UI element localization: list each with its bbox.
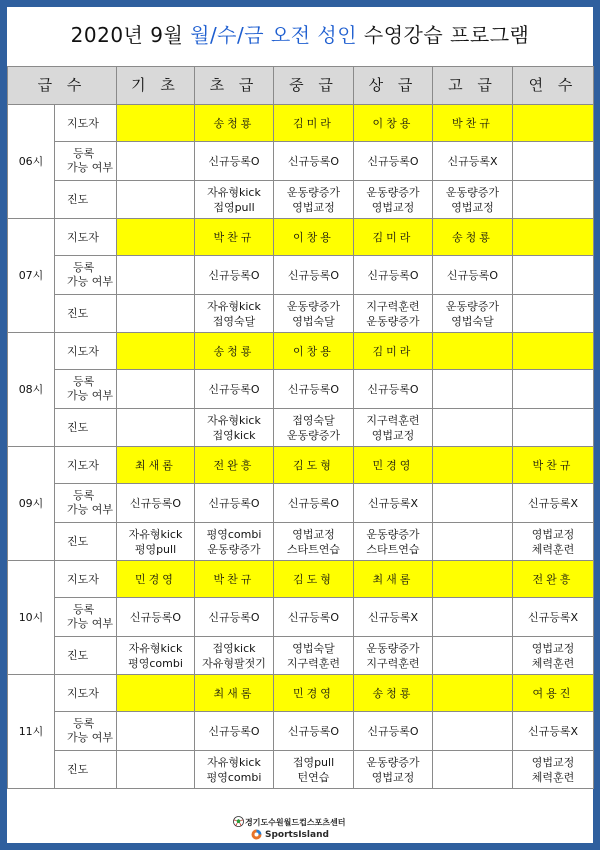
instructor-row xyxy=(8,105,594,142)
instructor-row-label: 지도자 xyxy=(55,561,117,598)
instructor-row xyxy=(8,333,594,370)
header-basic: 기 초 xyxy=(117,67,195,105)
registration-cell: 신규등록X xyxy=(433,142,513,181)
registration-cell: 신규등록X xyxy=(513,598,594,637)
header-intermediate: 중 급 xyxy=(274,67,354,105)
title-prefix: 2020년 9월 xyxy=(70,23,184,47)
instructor-row-label: 지도자 xyxy=(55,447,117,484)
registration-label-line1: 등록 xyxy=(73,603,95,616)
instructor-cell xyxy=(117,219,195,256)
progress-line: 운동량증가 xyxy=(286,428,341,442)
progress-row-label: 진도 xyxy=(55,409,117,447)
instructor-cell: 김미라 xyxy=(354,333,433,370)
progress-line: 자유형kick xyxy=(128,527,183,541)
registration-label-line1: 등록 xyxy=(73,147,95,160)
soccer-ball-icon xyxy=(233,816,244,827)
instructor-cell xyxy=(117,333,195,370)
progress-line: 영법교정 xyxy=(292,200,335,214)
progress-line: 지구력훈련 xyxy=(366,299,420,313)
progress-line: 접영숙달 xyxy=(292,413,335,427)
progress-cell xyxy=(354,409,433,447)
registration-row xyxy=(8,598,594,637)
progress-cell xyxy=(354,637,433,675)
progress-line: 평영pull xyxy=(134,542,177,556)
registration-label-line2: 가능 여부 xyxy=(67,617,114,630)
progress-cell xyxy=(117,409,195,447)
registration-cell xyxy=(117,142,195,181)
registration-label-line2: 가능 여부 xyxy=(67,275,114,288)
progress-cell xyxy=(117,523,195,561)
time-slot-label: 08시 xyxy=(8,333,55,447)
registration-cell: 신규등록O xyxy=(274,256,354,295)
registration-cell xyxy=(513,256,594,295)
schedule-table xyxy=(7,66,594,789)
progress-line: 평영combi xyxy=(206,527,262,541)
progress-line: 지구력훈련 xyxy=(286,656,341,670)
registration-label-line1: 등록 xyxy=(73,261,95,274)
progress-line: 영법교정 xyxy=(531,641,575,655)
progress-cell xyxy=(117,751,195,789)
registration-cell: 신규등록O xyxy=(274,712,354,751)
progress-row-label: 진도 xyxy=(55,181,117,219)
instructor-cell: 최새롬 xyxy=(354,561,433,598)
instructor-cell: 김미라 xyxy=(354,219,433,256)
progress-row xyxy=(8,181,594,219)
time-slot-label: 06시 xyxy=(8,105,55,219)
registration-label-line1: 등록 xyxy=(73,375,95,388)
registration-cell: 신규등록O xyxy=(433,256,513,295)
registration-cell: 신규등록O xyxy=(274,598,354,637)
instructor-cell: 최새롬 xyxy=(117,447,195,484)
instructor-cell: 이창용 xyxy=(354,105,433,142)
progress-line: 평영combi xyxy=(128,656,183,670)
progress-line: 운동량증가 xyxy=(445,299,500,313)
progress-line: 접영pull xyxy=(292,755,335,769)
progress-cell xyxy=(274,751,354,789)
progress-line: 턴연습 xyxy=(297,770,330,784)
registration-label-line1: 등록 xyxy=(73,717,95,730)
progress-line: 접영kick xyxy=(212,428,256,442)
schedule-sheet xyxy=(7,7,593,843)
time-slot-label: 11시 xyxy=(8,675,55,789)
instructor-cell: 박찬규 xyxy=(195,561,274,598)
registration-cell: 신규등록X xyxy=(513,484,594,523)
registration-cell: 신규등록X xyxy=(513,712,594,751)
progress-cell xyxy=(354,295,433,333)
progress-line: 체력훈련 xyxy=(531,542,575,556)
instructor-cell xyxy=(117,105,195,142)
registration-row xyxy=(8,370,594,409)
instructor-row xyxy=(8,675,594,712)
instructor-cell xyxy=(433,675,513,712)
progress-line: 영법숙달 xyxy=(292,314,335,328)
registration-label-line2: 가능 여부 xyxy=(67,503,114,516)
instructor-row xyxy=(8,561,594,598)
progress-cell xyxy=(195,751,274,789)
progress-line: 자유형kick xyxy=(207,299,261,313)
registration-cell xyxy=(117,256,195,295)
progress-line: 영법숙달 xyxy=(292,641,335,655)
progress-cell xyxy=(354,523,433,561)
registration-cell: 신규등록O xyxy=(274,484,354,523)
instructor-cell xyxy=(513,105,594,142)
progress-line: 운동량증가 xyxy=(286,185,341,199)
registration-row-label xyxy=(55,712,117,751)
progress-line: 영법교정 xyxy=(371,770,415,784)
progress-row-label: 진도 xyxy=(55,637,117,675)
registration-cell: 신규등록O xyxy=(195,142,274,181)
progress-cell xyxy=(354,751,433,789)
schedule-body xyxy=(8,105,594,789)
registration-cell: 신규등록X xyxy=(354,598,433,637)
progress-line: 운동량증가 xyxy=(207,542,261,556)
registration-cell xyxy=(433,598,513,637)
instructor-cell: 이창용 xyxy=(274,333,354,370)
progress-row xyxy=(8,637,594,675)
progress-line: 운동량증가 xyxy=(366,185,420,199)
progress-cell xyxy=(195,409,274,447)
progress-cell xyxy=(274,295,354,333)
instructor-cell xyxy=(513,219,594,256)
instructor-cell xyxy=(433,561,513,598)
footer-brand: SportsIsland xyxy=(265,830,329,840)
registration-row-label xyxy=(55,598,117,637)
progress-line: 운동량증가 xyxy=(366,755,420,769)
progress-line: 운동량증가 xyxy=(366,527,420,541)
registration-row-label xyxy=(55,484,117,523)
time-slot-label: 10시 xyxy=(8,561,55,675)
instructor-cell: 송청룡 xyxy=(433,219,513,256)
progress-cell xyxy=(513,523,594,561)
header-training: 연 수 xyxy=(513,67,594,105)
registration-row-label xyxy=(55,256,117,295)
progress-row xyxy=(8,409,594,447)
progress-cell xyxy=(433,409,513,447)
footer xyxy=(7,810,593,843)
instructor-cell xyxy=(433,447,513,484)
registration-cell: 신규등록O xyxy=(195,712,274,751)
progress-cell xyxy=(274,409,354,447)
footer-organization: 경기도수원월드컵스포츠센터 xyxy=(245,818,346,827)
progress-row-label: 진도 xyxy=(55,751,117,789)
header-row xyxy=(8,67,594,105)
registration-row-label xyxy=(55,142,117,181)
progress-cell xyxy=(433,523,513,561)
instructor-cell: 김도형 xyxy=(274,561,354,598)
progress-row-label: 진도 xyxy=(55,523,117,561)
registration-cell xyxy=(433,370,513,409)
instructor-cell: 박찬규 xyxy=(195,219,274,256)
progress-row xyxy=(8,751,594,789)
progress-row xyxy=(8,295,594,333)
registration-cell xyxy=(117,370,195,409)
progress-line: 운동량증가 xyxy=(366,641,420,655)
header-advanced: 고 급 xyxy=(433,67,513,105)
registration-row xyxy=(8,712,594,751)
progress-cell xyxy=(433,181,513,219)
registration-cell: 신규등록O xyxy=(354,142,433,181)
progress-cell xyxy=(117,637,195,675)
progress-cell xyxy=(513,751,594,789)
registration-cell: 신규등록O xyxy=(195,256,274,295)
header-beginner: 초 급 xyxy=(195,67,274,105)
progress-line: 접영pull xyxy=(213,200,255,214)
registration-cell xyxy=(117,712,195,751)
instructor-cell: 민경영 xyxy=(274,675,354,712)
progress-line: 운동량증가 xyxy=(366,314,420,328)
registration-cell xyxy=(433,484,513,523)
progress-line: 스타트연습 xyxy=(366,542,420,556)
progress-cell xyxy=(117,295,195,333)
registration-cell: 신규등록O xyxy=(195,484,274,523)
progress-line: 체력훈련 xyxy=(531,656,575,670)
progress-cell xyxy=(513,637,594,675)
registration-cell: 신규등록X xyxy=(354,484,433,523)
registration-cell: 신규등록O xyxy=(195,598,274,637)
registration-cell: 신규등록O xyxy=(274,142,354,181)
registration-cell xyxy=(433,712,513,751)
registration-cell: 신규등록O xyxy=(274,370,354,409)
instructor-cell: 민경영 xyxy=(354,447,433,484)
progress-cell xyxy=(433,751,513,789)
instructor-cell: 김도형 xyxy=(274,447,354,484)
instructor-row-label: 지도자 xyxy=(55,675,117,712)
registration-label-line2: 가능 여부 xyxy=(67,161,114,174)
progress-cell xyxy=(195,295,274,333)
progress-line: 영법교정 xyxy=(371,200,415,214)
instructor-row-label: 지도자 xyxy=(55,219,117,256)
title-suffix: 수영강습 프로그램 xyxy=(363,23,530,47)
progress-line: 접영숙달 xyxy=(212,314,256,328)
progress-line: 접영kick xyxy=(212,641,256,655)
instructor-cell: 박찬규 xyxy=(513,447,594,484)
instructor-cell: 최새롬 xyxy=(195,675,274,712)
registration-cell: 신규등록O xyxy=(354,256,433,295)
registration-cell: 신규등록O xyxy=(354,712,433,751)
registration-row xyxy=(8,142,594,181)
progress-line: 지구력훈련 xyxy=(366,413,420,427)
header-level: 급 수 xyxy=(8,67,117,105)
instructor-cell xyxy=(433,333,513,370)
instructor-cell: 송청룡 xyxy=(195,333,274,370)
progress-cell xyxy=(513,409,594,447)
progress-line: 영법교정 xyxy=(531,527,575,541)
progress-line: 평영combi xyxy=(206,770,262,784)
progress-cell xyxy=(195,523,274,561)
instructor-row-label: 지도자 xyxy=(55,333,117,370)
registration-label-line1: 등록 xyxy=(73,489,95,502)
instructor-cell: 김미라 xyxy=(274,105,354,142)
progress-line: 체력훈련 xyxy=(531,770,575,784)
instructor-cell: 박찬규 xyxy=(433,105,513,142)
progress-cell xyxy=(433,295,513,333)
registration-row xyxy=(8,484,594,523)
progress-line: 스타트연습 xyxy=(286,542,341,556)
registration-row-label xyxy=(55,370,117,409)
progress-row-label: 진도 xyxy=(55,295,117,333)
progress-cell xyxy=(195,637,274,675)
progress-line: 영법교정 xyxy=(292,527,335,541)
progress-cell xyxy=(354,181,433,219)
registration-cell xyxy=(513,370,594,409)
progress-cell xyxy=(433,637,513,675)
registration-label-line2: 가능 여부 xyxy=(67,731,114,744)
progress-cell xyxy=(513,295,594,333)
registration-row xyxy=(8,256,594,295)
instructor-cell: 송청룡 xyxy=(195,105,274,142)
progress-line: 자유형kick xyxy=(207,185,261,199)
instructor-cell: 여용진 xyxy=(513,675,594,712)
instructor-row xyxy=(8,219,594,256)
header-upper: 상 급 xyxy=(354,67,433,105)
registration-cell: 신규등록O xyxy=(117,484,195,523)
progress-cell xyxy=(513,181,594,219)
instructor-cell: 전완흥 xyxy=(195,447,274,484)
instructor-cell xyxy=(117,675,195,712)
progress-line: 영법숙달 xyxy=(451,314,494,328)
time-slot-label: 09시 xyxy=(8,447,55,561)
progress-line: 자유형kick xyxy=(207,755,261,769)
progress-line: 영법교정 xyxy=(451,200,494,214)
instructor-cell: 송청룡 xyxy=(354,675,433,712)
registration-cell: 신규등록O xyxy=(354,370,433,409)
sports-island-logo-icon xyxy=(251,829,262,840)
registration-cell: 신규등록O xyxy=(117,598,195,637)
progress-line: 운동량증가 xyxy=(445,185,500,199)
progress-line: 운동량증가 xyxy=(286,299,341,313)
page-title xyxy=(7,17,593,53)
progress-line: 자유형팔젓기 xyxy=(202,656,266,670)
progress-cell xyxy=(117,181,195,219)
registration-cell xyxy=(513,142,594,181)
progress-line: 영법교정 xyxy=(531,755,575,769)
time-slot-label: 07시 xyxy=(8,219,55,333)
instructor-cell xyxy=(513,333,594,370)
progress-line: 영법교정 xyxy=(371,428,415,442)
instructor-row-label: 지도자 xyxy=(55,105,117,142)
progress-cell xyxy=(274,181,354,219)
registration-label-line2: 가능 여부 xyxy=(67,389,114,402)
instructor-cell: 전완흥 xyxy=(513,561,594,598)
progress-line: 지구력훈련 xyxy=(366,656,420,670)
progress-line: 자유형kick xyxy=(128,641,183,655)
progress-line: 자유형kick xyxy=(207,413,261,427)
progress-cell xyxy=(274,523,354,561)
registration-cell: 신규등록O xyxy=(195,370,274,409)
instructor-cell: 이창용 xyxy=(274,219,354,256)
progress-cell xyxy=(274,637,354,675)
progress-row xyxy=(8,523,594,561)
instructor-row xyxy=(8,447,594,484)
instructor-cell: 민경영 xyxy=(117,561,195,598)
progress-cell xyxy=(195,181,274,219)
title-highlight: 월/수/금 오전 성인 xyxy=(190,23,358,47)
